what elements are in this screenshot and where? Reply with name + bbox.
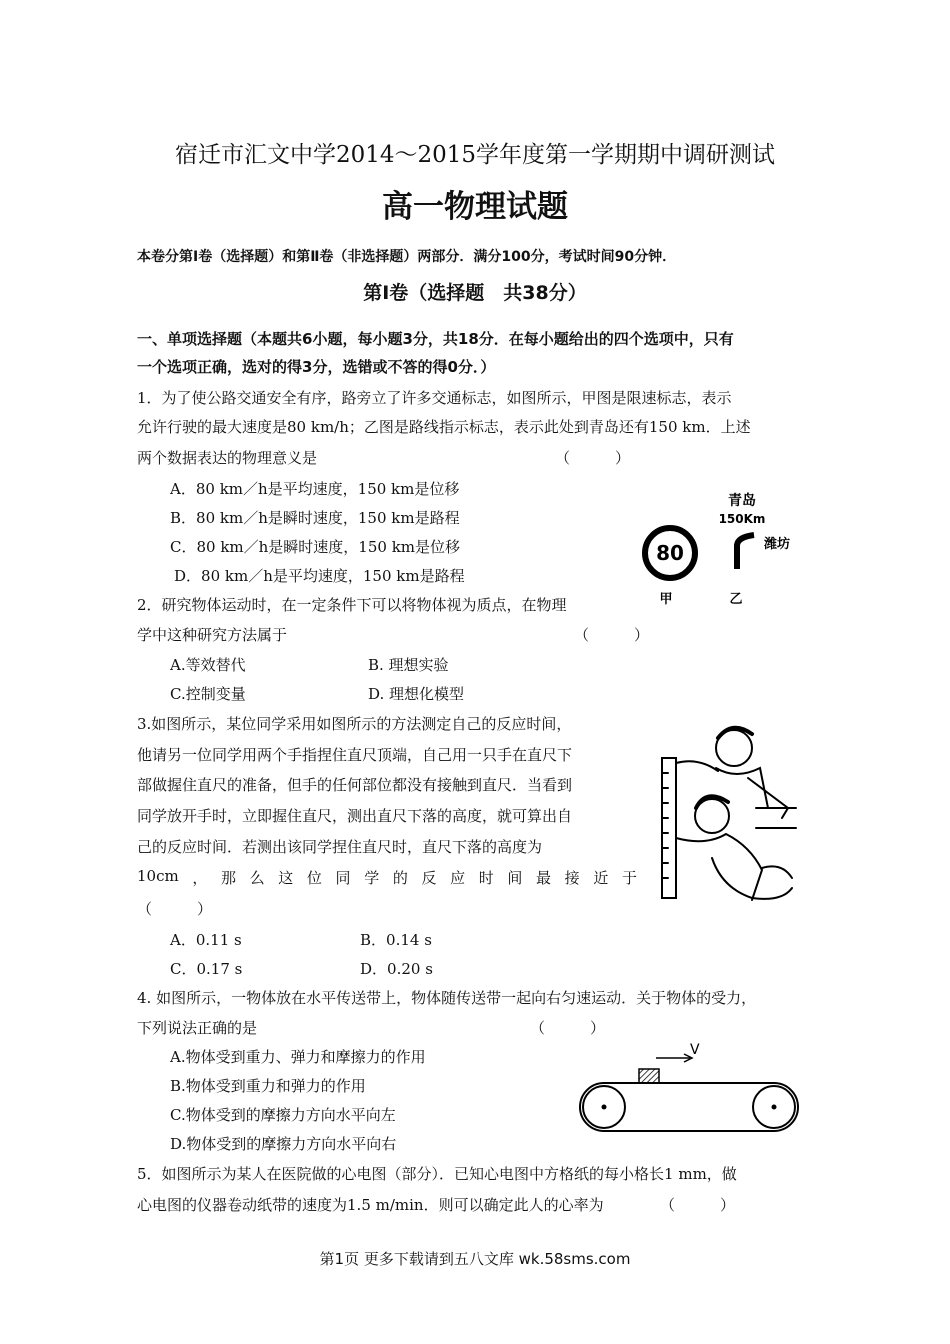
q5-answer-paren: （ ）	[660, 1196, 736, 1214]
q3-line1: 3.如图所示，某位同学采用如图所示的方法测定自己的反应时间，	[137, 715, 572, 733]
direction-sign	[719, 492, 790, 569]
speed-limit-value: 80	[656, 541, 684, 565]
q1-option-b: B．80 km／h是瞬时速度，150 km是路程	[170, 509, 460, 527]
q1-line2: 允许行驶的最大速度是80 km/h；乙图是路线指示标志，表示此处到青岛还有150 km．上述	[137, 418, 751, 436]
conveyor-belt-figure	[576, 1040, 802, 1132]
speed-limit-sign	[645, 528, 695, 578]
figure-label-yi: 乙	[729, 592, 743, 607]
q2-option-d: D. 理想化模型	[368, 685, 465, 703]
velocity-label: V	[690, 1042, 700, 1058]
q3-answer-paren: （ ）	[137, 900, 213, 918]
q3-option-c: C．0.17 s	[170, 960, 243, 978]
q3-option-d: D．0.20 s	[360, 960, 433, 978]
q3-line6-part: 于	[621, 869, 637, 887]
q4-answer-paren: （ ）	[530, 1019, 606, 1037]
q3-line6-part: 时	[478, 869, 494, 887]
q4-option-b: B.物体受到重力和弹力的作用	[170, 1077, 366, 1095]
q2-line1: 2．研究物体运动时，在一定条件下可以将物体视为质点，在物理	[137, 596, 567, 614]
exam-intro: 本卷分第Ⅰ卷（选择题）和第Ⅱ卷（非选择题）两部分．满分100分，考试时间90分钟．	[137, 249, 677, 265]
direction-distance: 150Km	[718, 512, 766, 526]
q5-line2: 心电图的仪器卷动纸带的速度为1.5 m/min．则可以确定此人的心率为	[137, 1196, 604, 1214]
section1-line2: 一个选项正确，选对的得3分，选错或不答的得0分．）	[137, 358, 496, 376]
q2-option-a: A.等效替代	[170, 656, 246, 674]
q1-line3: 两个数据表达的物理意义是	[137, 449, 318, 467]
q3-line6-part: ，	[192, 869, 208, 887]
q2-option-c: C.控制变量	[170, 685, 246, 703]
traffic-signs-figure	[636, 485, 798, 610]
q3-line4: 同学放开手时，立即握住直尺，测出直尺下落的高度，就可算出自	[137, 807, 573, 825]
q3-line6-part: 10cm	[137, 867, 179, 885]
q3-line6-part: 学	[364, 869, 380, 887]
reaction-time-figure	[652, 718, 802, 918]
q3-line6-part: 最	[536, 869, 552, 887]
q3-option-a: A．0.11 s	[170, 931, 242, 949]
q3-line6-part: 那	[220, 869, 236, 887]
q3-line6-part: 应	[450, 869, 466, 887]
part1-title: 第Ⅰ卷（选择题 共38分）	[363, 282, 587, 304]
q2-option-b: B. 理想实验	[368, 656, 449, 674]
q3-line6-part: 接	[564, 869, 580, 887]
q3-line6-part: 同	[335, 869, 351, 887]
q3-line6-part: 的	[392, 869, 408, 887]
q1-line1: 1．为了使公路交通安全有序，路旁立了许多交通标志，如图所示，甲图是限速标志，表示	[137, 389, 732, 407]
q3-line6-part: 么	[249, 869, 265, 887]
direction-city1: 青岛	[728, 493, 756, 509]
q4-option-c: C.物体受到的摩擦力方向水平向左	[170, 1106, 396, 1124]
q3-line6-part: 间	[507, 869, 523, 887]
q3-line3: 部做握住直尺的准备，但手的任何部位都没有接触到直尺．当看到	[137, 776, 573, 794]
q1-option-a: A．80 km／h是平均速度，150 km是位移	[170, 480, 460, 498]
q3-line5: 己的反应时间．若测出该同学捏住直尺时，直尺下落的高度为	[137, 838, 543, 856]
q2-line2: 学中这种研究方法属于	[137, 626, 288, 644]
q3-line6-part: 位	[306, 869, 322, 887]
section1-line1: 一、单项选择题（本题共6小题，每小题3分，共18分．在每小题给出的四个选项中，只有	[137, 330, 734, 348]
q3-line6-part: 近	[593, 869, 609, 887]
q4-line2: 下列说法正确的是	[137, 1019, 258, 1037]
q3-line6	[137, 867, 637, 888]
block-object	[639, 1069, 659, 1083]
q4-option-d: D.物体受到的摩擦力方向水平向右	[170, 1135, 397, 1153]
direction-city2: 潍坊	[764, 537, 791, 552]
q1-option-c: C．80 km／h是瞬时速度，150 km是位移	[170, 538, 461, 556]
figure-label-jia: 甲	[659, 592, 673, 607]
q4-option-a: A.物体受到重力、弹力和摩擦力的作用	[170, 1048, 426, 1066]
q3-option-b: B．0.14 s	[360, 931, 432, 949]
page-footer: 第1页 更多下载请到五八文库 wk.58sms.com	[319, 1250, 631, 1268]
q4-line1: 4. 如图所示，一物体放在水平传送带上，物体随传送带一起向右匀速运动．关于物体的受力，	[137, 989, 757, 1007]
subject-title: 高一物理试题	[382, 189, 568, 225]
q3-line2: 他请另一位同学用两个手指捏住直尺顶端，自己用一只手在直尺下	[137, 746, 573, 764]
school-title: 宿迁市汇文中学2014～2015学年度第一学期期中调研测试	[174, 142, 776, 168]
q3-line6-part: 反	[421, 869, 437, 887]
q1-answer-paren: （ ）	[555, 449, 631, 467]
q5-line1: 5．如图所示为某人在医院做的心电图（部分）．已知心电图中方格纸的每小格长1 mm，做	[137, 1165, 737, 1183]
q2-answer-paren: （ ）	[574, 626, 650, 644]
q3-line6-part: 这	[278, 869, 294, 887]
q1-option-d: D．80 km／h是平均速度，150 km是路程	[174, 567, 465, 585]
